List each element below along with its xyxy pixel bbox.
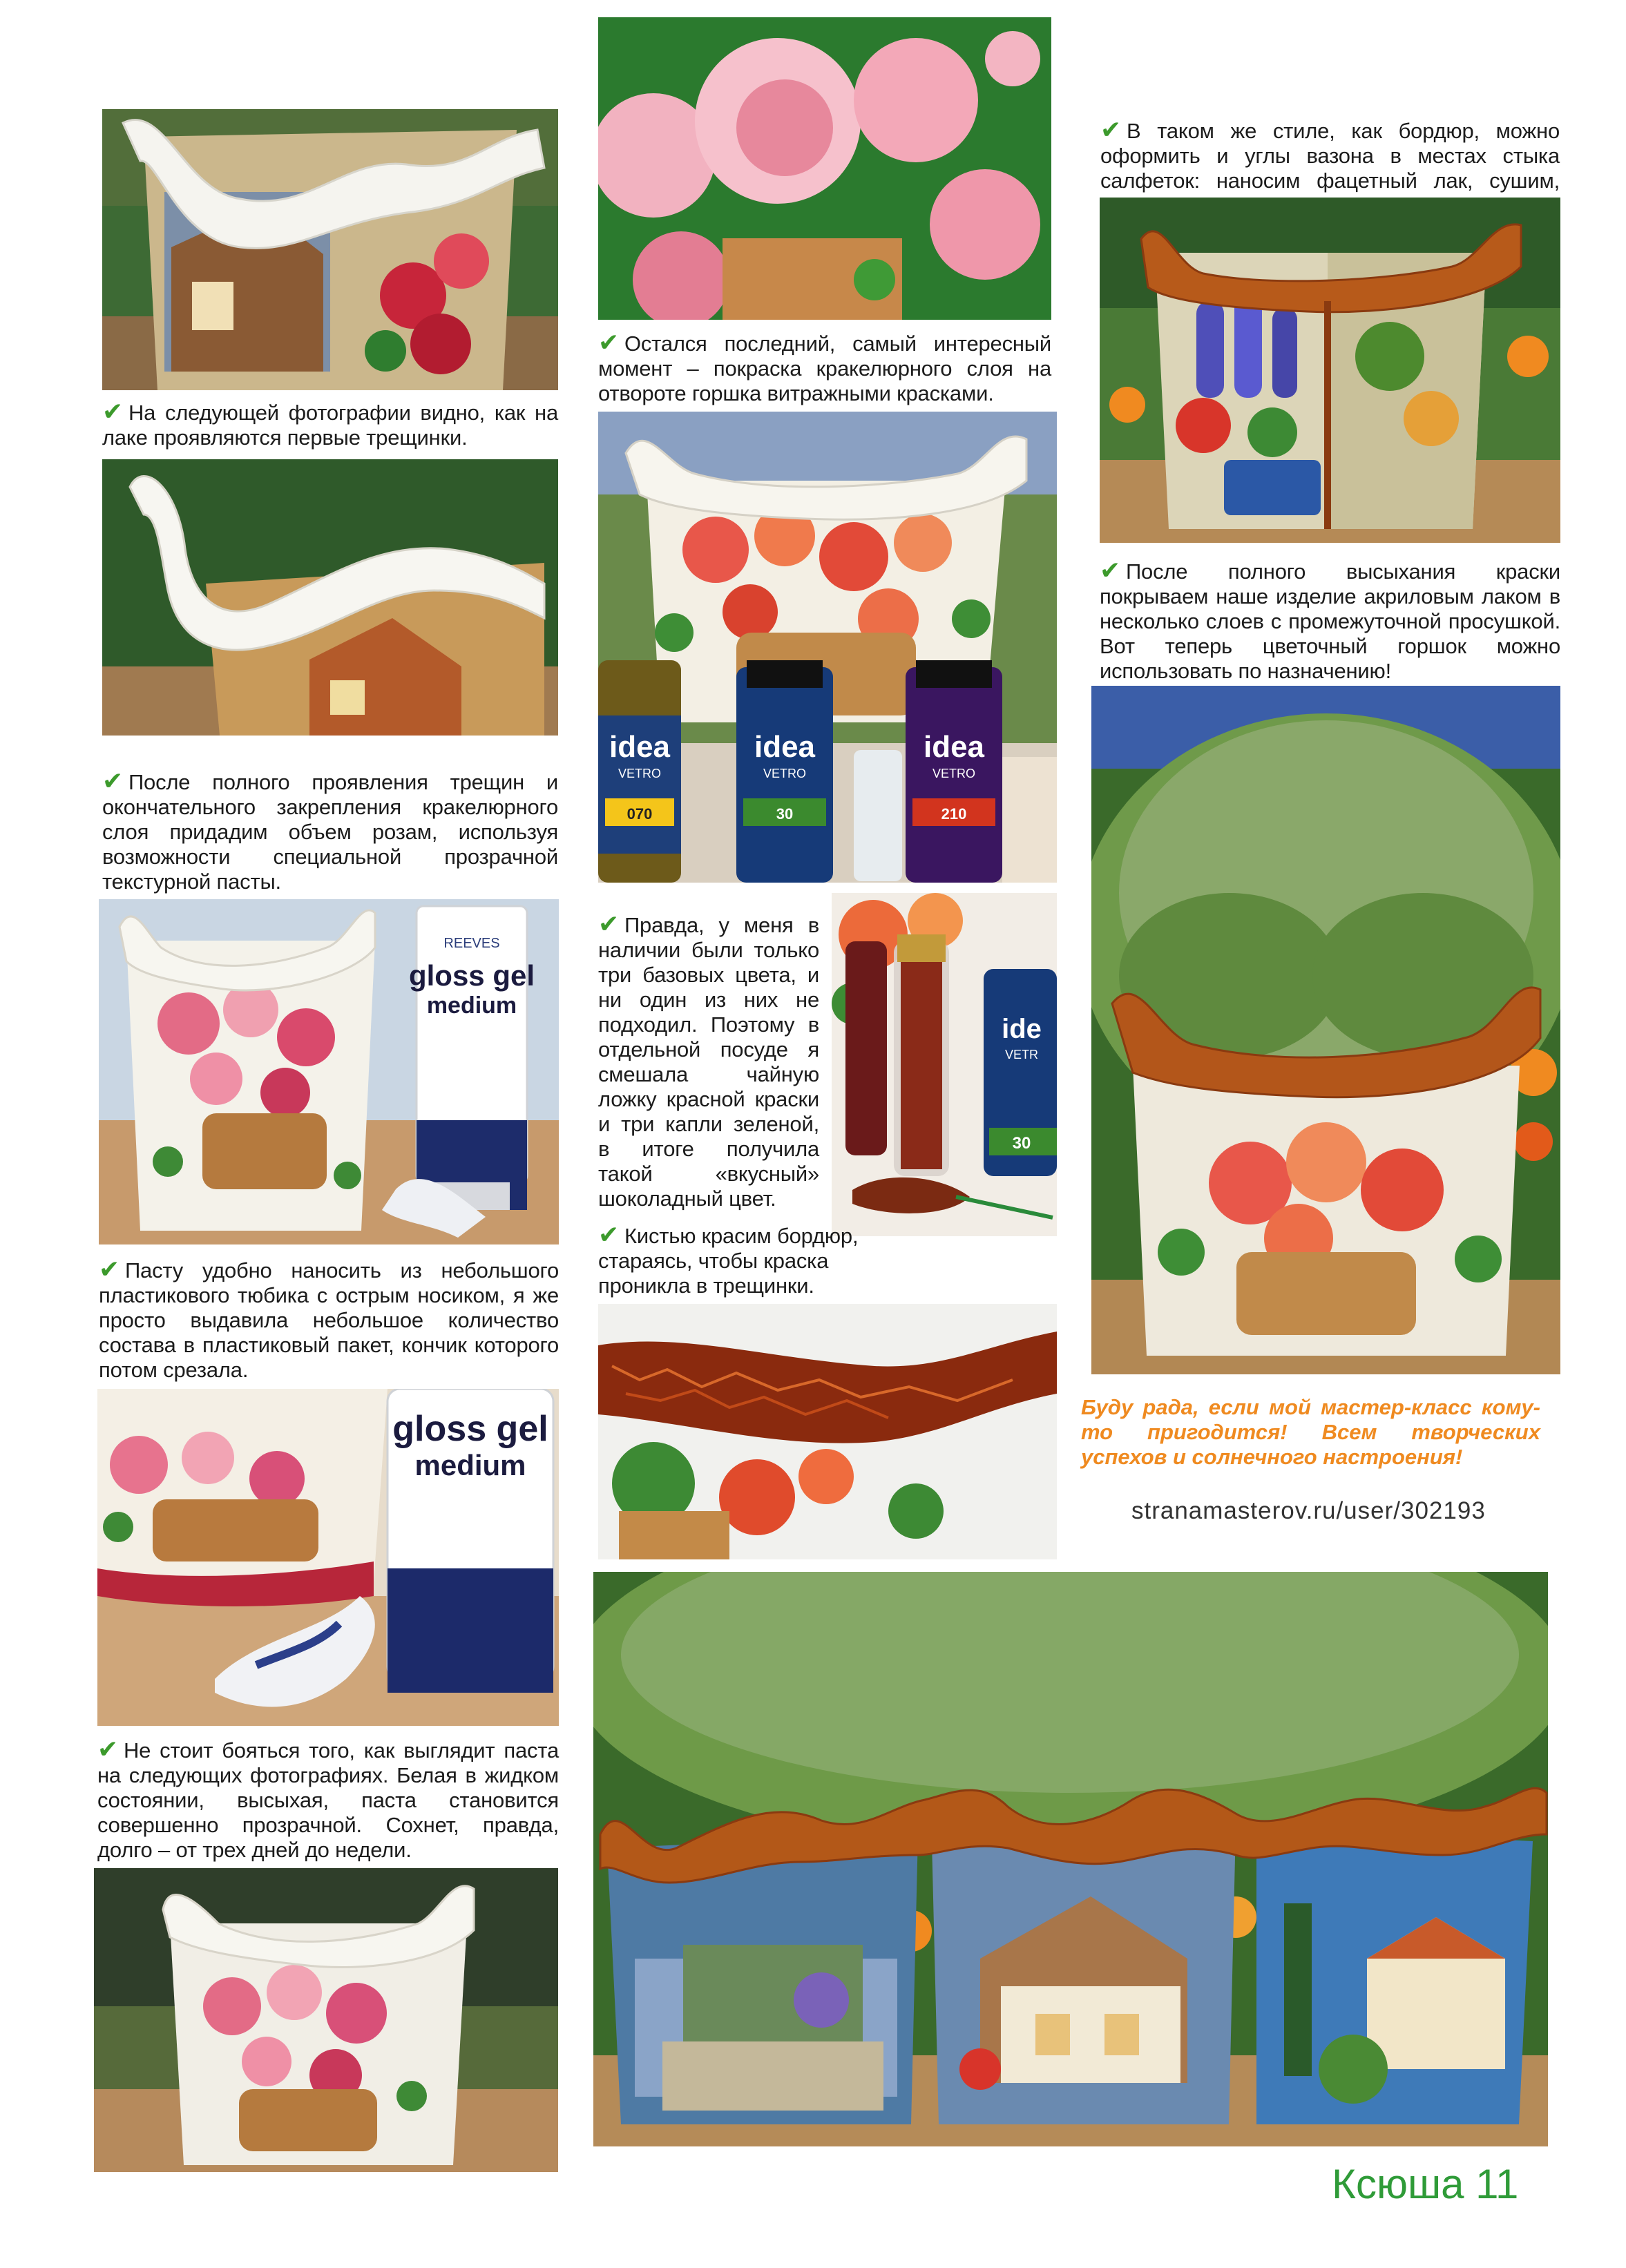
check-icon: ✔ — [598, 1220, 619, 1249]
photo-white-rim-closeup — [102, 459, 558, 736]
caption-stained-glass: ✔ Остался последний, самый интересный момент – покраска кракелюрного слоя на отвороте горшка витражными красками. — [598, 328, 1051, 405]
check-icon: ✔ — [1100, 115, 1121, 144]
gloss-gel-label: gloss gel — [408, 959, 535, 992]
medium-label: medium — [426, 992, 517, 1019]
photo-roses-closeup — [598, 17, 1051, 320]
check-icon: ✔ — [1100, 556, 1120, 584]
check-icon: ✔ — [102, 767, 123, 795]
photo-paste-bag — [97, 1389, 559, 1726]
svg-text:VETR: VETR — [1004, 1048, 1039, 1061]
svg-text:30: 30 — [1012, 1134, 1031, 1153]
svg-text:VETRO: VETRO — [618, 767, 662, 780]
idea-label: ide — [1002, 1014, 1042, 1044]
svg-text:30: 30 — [776, 805, 794, 823]
svg-text:070: 070 — [627, 805, 653, 823]
medium-label: medium — [414, 1449, 526, 1481]
closing-message: Буду рада, если мой мастер-класс кому-то пригодится! Всем творческих успехов и солнечного настроения! — [1081, 1395, 1540, 1469]
svg-text:VETRO: VETRO — [932, 767, 976, 780]
svg-text:210: 210 — [941, 805, 967, 823]
caption-corner-decor: ✔ В таком же стиле, как бордюр, можно оформить и углы вазона в местах стыка салфеток: наносим фацетный лак, сушим, — [1100, 115, 1560, 193]
photo-chocolate-paint — [832, 893, 1057, 1236]
photo-paste-roses-pot — [94, 1868, 558, 2172]
idea-label: idea — [923, 730, 985, 764]
photo-finished-pot — [1091, 686, 1560, 1374]
photo-crackle-first-cracks — [102, 109, 558, 390]
svg-text:VETRO: VETRO — [763, 767, 807, 780]
caption-paste-application: ✔ Пасту удобно наносить из небольшого пластикового тюбика с острым носиком, я же просто выдавила небольшое количество состава в пластиковый пакет, кончик которого потом срезала. — [99, 1255, 559, 1382]
photo-three-pots — [593, 1572, 1548, 2146]
caption-texture-paste: ✔ После полного проявления трещин и окончательного закрепления кракелюрного слоя придадим объем розам, используя возможности специальной прозрачной текстурной пасты. — [102, 767, 558, 894]
photo-vetro-paints — [598, 412, 1057, 883]
check-icon: ✔ — [598, 328, 619, 356]
caption-paste-white: ✔ Не стоит бояться того, как выглядит паста на следующих фотографиях. Белая в жидком состоянии, высыхая, паста становится совершенно прозрачной. Сохнет, правда, долго – от трех дней до недели. — [97, 1735, 559, 1862]
check-icon: ✔ — [99, 1255, 119, 1283]
page-footer: Ксюша 11 — [1332, 2161, 1519, 2207]
photo-painted-crackle — [598, 1304, 1057, 1559]
photo-gloss-gel-tube — [99, 899, 559, 1244]
check-icon: ✔ — [97, 1735, 118, 1763]
caption-acrylic-varnish: ✔ После полного высыхания краски покрываем наше изделие акриловым лаком в несколько слоев с промежуточной просушкой. Вот теперь цветочный горшок можно использовать по назначению! — [1100, 556, 1560, 683]
gloss-gel-label: gloss gel — [392, 1409, 548, 1449]
check-icon: ✔ — [598, 910, 619, 938]
source-url: stranamasterov.ru/user/302193 — [1131, 1497, 1486, 1524]
caption-brush-border: ✔ Кистью красим бордюр, стараясь, чтобы краска проникла в трещинки. — [598, 1220, 859, 1298]
caption-first-cracks: ✔ На следующей фотографии видно, как на лаке проявляются первые трещинки. — [102, 397, 558, 450]
idea-label: idea — [609, 730, 671, 764]
check-icon: ✔ — [102, 397, 123, 425]
reeves-label: REEVES — [443, 936, 500, 951]
photo-corner-decor-pot — [1100, 198, 1560, 543]
idea-label: idea — [754, 730, 816, 764]
caption-paint-mixing: ✔ Правда, у меня в наличии были только три базовых цвета, и ни один из них не подходил. Поэтому в отдельной посуде я смешала чайную ложку красной краски и три капли зеленой, в итоге получила такой «вкусный» шоколадный цвет. — [598, 910, 819, 1211]
